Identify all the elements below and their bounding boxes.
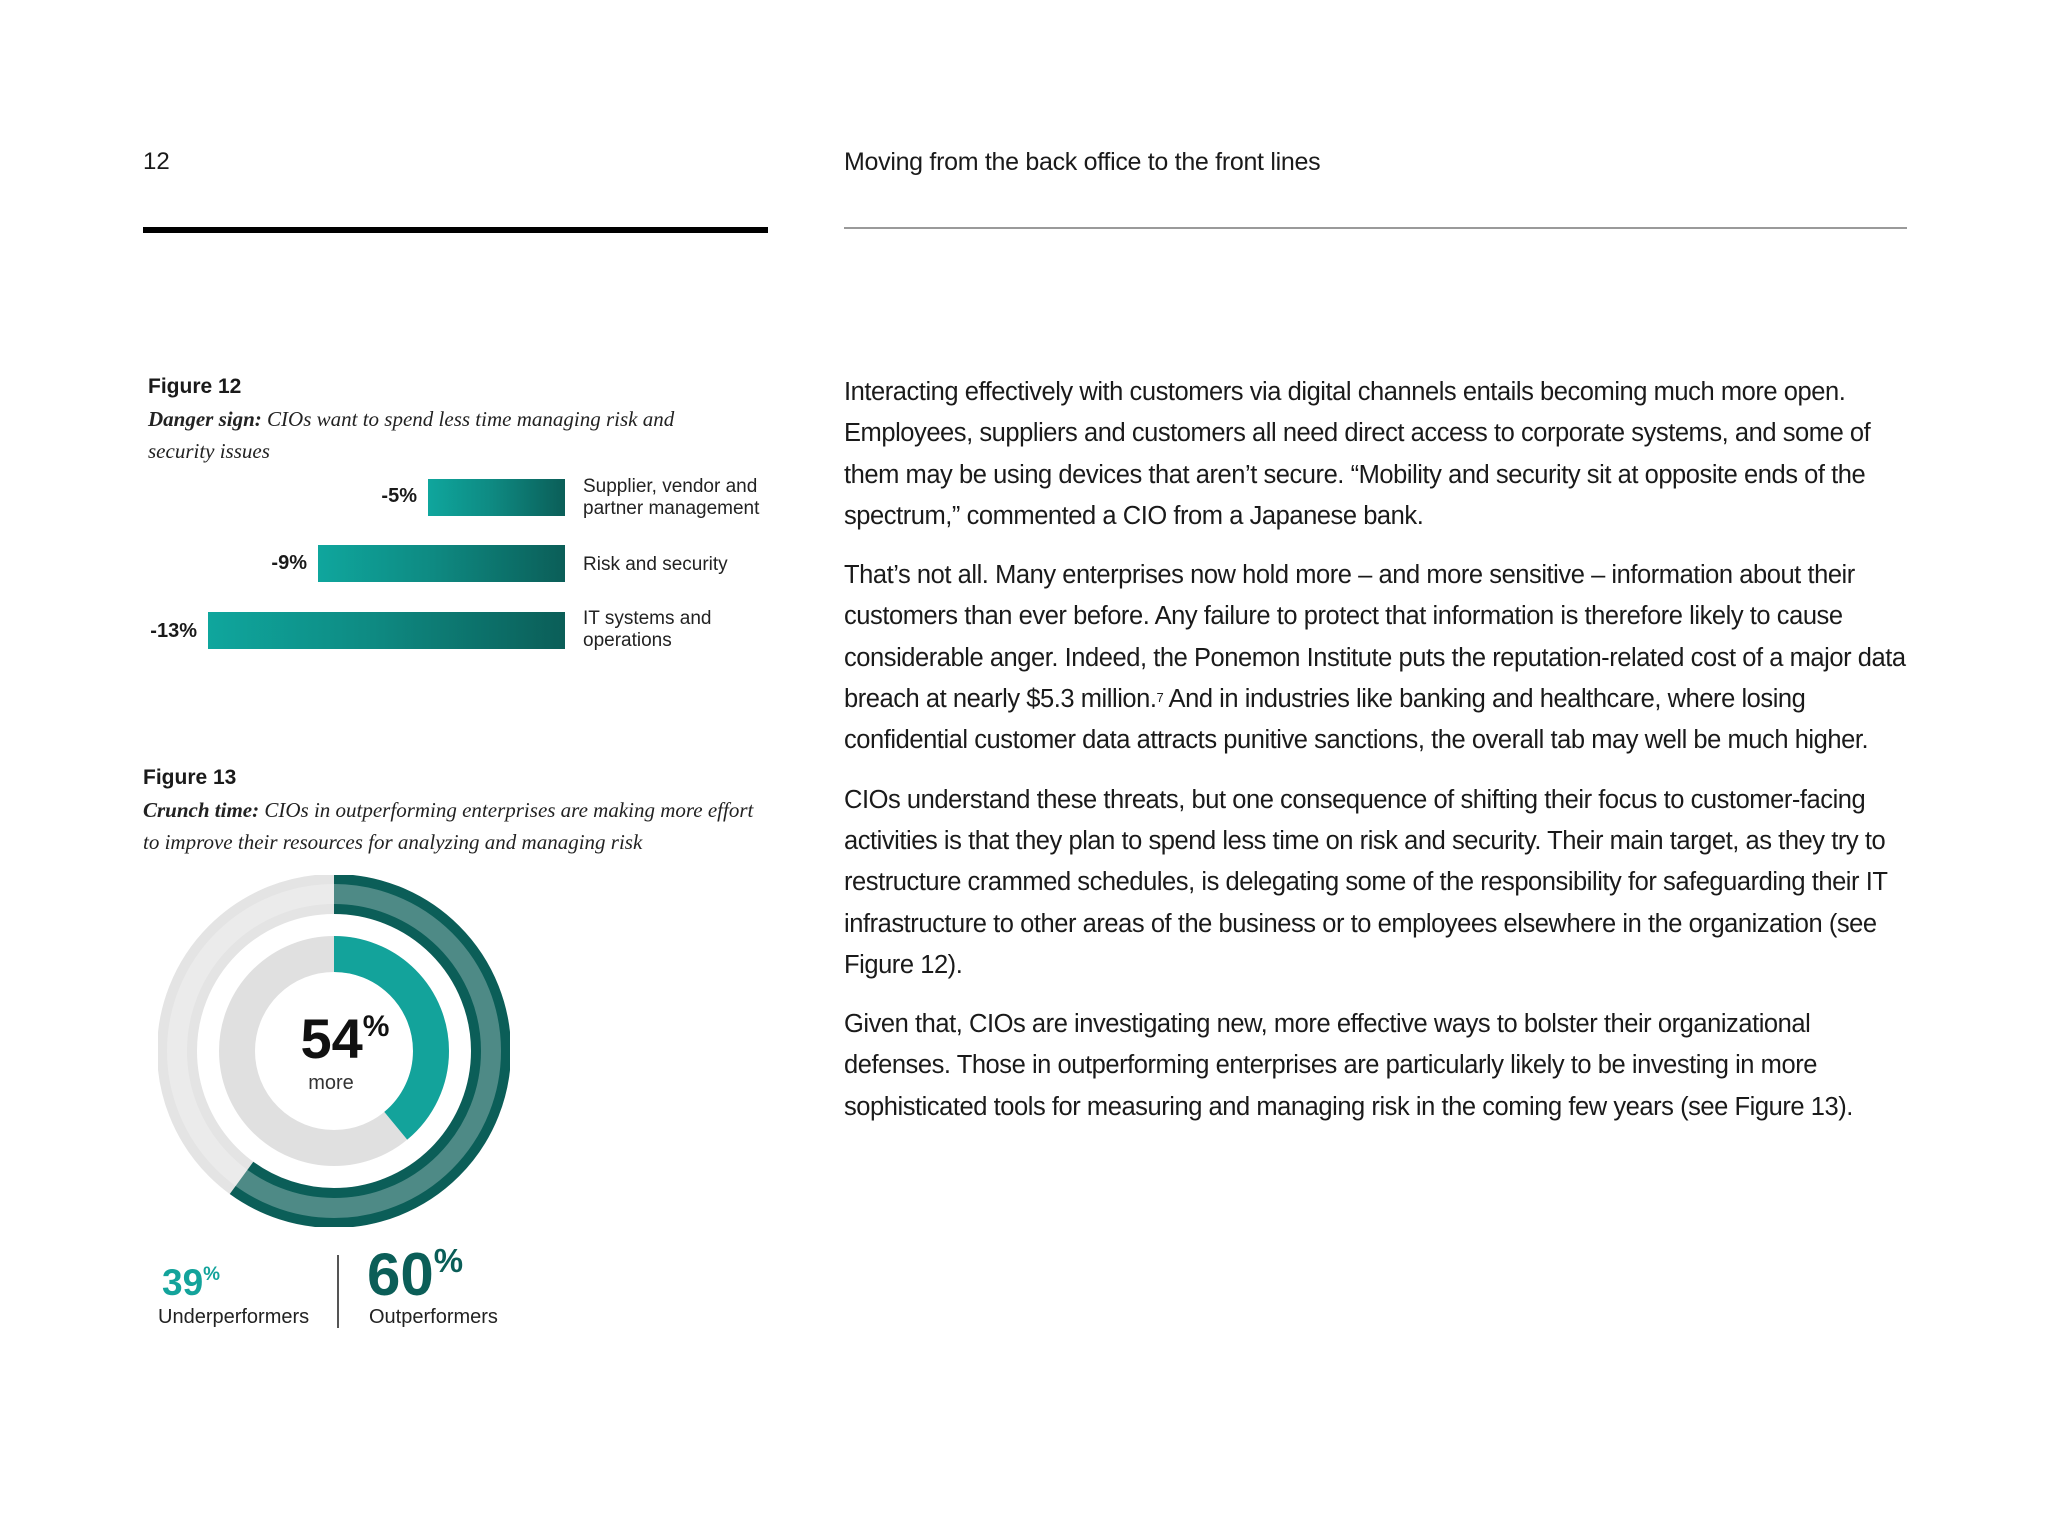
bar-supplier-vendor <box>428 479 566 516</box>
footnote-marker: 7 <box>1156 690 1164 706</box>
bar-value-label: -5% <box>381 485 417 507</box>
body-paragraph-2 <box>844 555 1914 761</box>
header-rule-right <box>844 227 1907 229</box>
donut-center-value <box>290 1006 400 1071</box>
underperformers-value <box>162 1262 220 1304</box>
underperformers-label: Underperformers <box>158 1306 310 1328</box>
body-paragraph-2a: That’s not all. Many enterprises now hold more – and more sensitive – information about their customers than ever before. Any failure to protect that information is therefore likely to cause considerable anger. Indeed, the Ponemon Institute puts the reputation-related cost of a major data breach at nearly $5.3 million. <box>844 561 1906 714</box>
bar-value-label: -13% <box>150 620 197 642</box>
outperformers-number: 60 <box>367 1241 434 1308</box>
body-text <box>844 372 1914 1146</box>
header-rule-left <box>143 227 768 233</box>
outperformers-label: Outperformers <box>369 1306 498 1328</box>
donut-center-label: more <box>308 1072 354 1094</box>
figure12-label: Figure 12 <box>148 375 242 398</box>
legend-divider <box>337 1255 339 1328</box>
figure12-caption-lead: Danger sign: <box>148 407 262 431</box>
donut-center-pct-sign: % <box>362 1010 390 1043</box>
bar-category-label: IT systems and operations <box>583 608 712 651</box>
figure12-caption <box>148 403 738 467</box>
underperformers-number: 39 <box>162 1262 204 1303</box>
donut-center-number: 54 <box>300 1007 363 1070</box>
page-number: 12 <box>143 148 170 175</box>
figure12-caption-text: CIOs want to spend less time managing risk and security issues <box>148 407 675 463</box>
bar-value-label: -9% <box>271 552 307 574</box>
running-header-title: Moving from the back office to the front lines <box>844 148 1321 176</box>
outperformers-value <box>367 1240 463 1309</box>
underperformers-pct-sign: % <box>203 1264 221 1285</box>
body-paragraph-2b: And in industries like banking and healthcare, where losing confidential customer data attracts punitive sanctions, the overall tab may well be much higher. <box>844 685 1869 755</box>
figure13-caption <box>143 794 763 858</box>
figure13-label: Figure 13 <box>143 766 237 789</box>
figure13-caption-text: CIOs in outperforming enterprises are making more effort to improve their resources for analyzing and managing risk <box>143 798 754 854</box>
figure13-caption-lead: Crunch time: <box>143 798 260 822</box>
bar-risk-security <box>318 545 566 582</box>
outperformers-pct-sign: % <box>433 1242 464 1279</box>
body-paragraph-1: Interacting effectively with customers via digital channels entails becoming much more open. Employees, suppliers and customers all need direct access to corporate systems, and some of them may be using devices that aren’t secure. “Mobility and security sit at opposite ends of the spectrum,” commented a CIO from a Japanese bank. <box>844 378 1871 530</box>
bar-it-systems <box>208 612 566 649</box>
bar-category-label: Risk and security <box>583 554 728 575</box>
bar-category-label: Supplier, vendor and partner management <box>583 476 760 519</box>
body-paragraph-4: Given that, CIOs are investigating new, more effective ways to bolster their organizational defenses. Those in outperforming enterprises are particularly likely to be investing in more sophisticated tools for measuring and managing risk in the coming few years (see Figure 13). <box>844 1010 1853 1121</box>
body-paragraph-3: CIOs understand these threats, but one consequence of shifting their focus to customer-facing activities is that they plan to spend less time on risk and security. Their main target, as they try to restructure crammed schedules, is delegating some of the responsibility for safeguarding their IT infrastructure to other areas of the business or to employees elsewhere in the organization (see Figure 12). <box>844 785 1888 979</box>
